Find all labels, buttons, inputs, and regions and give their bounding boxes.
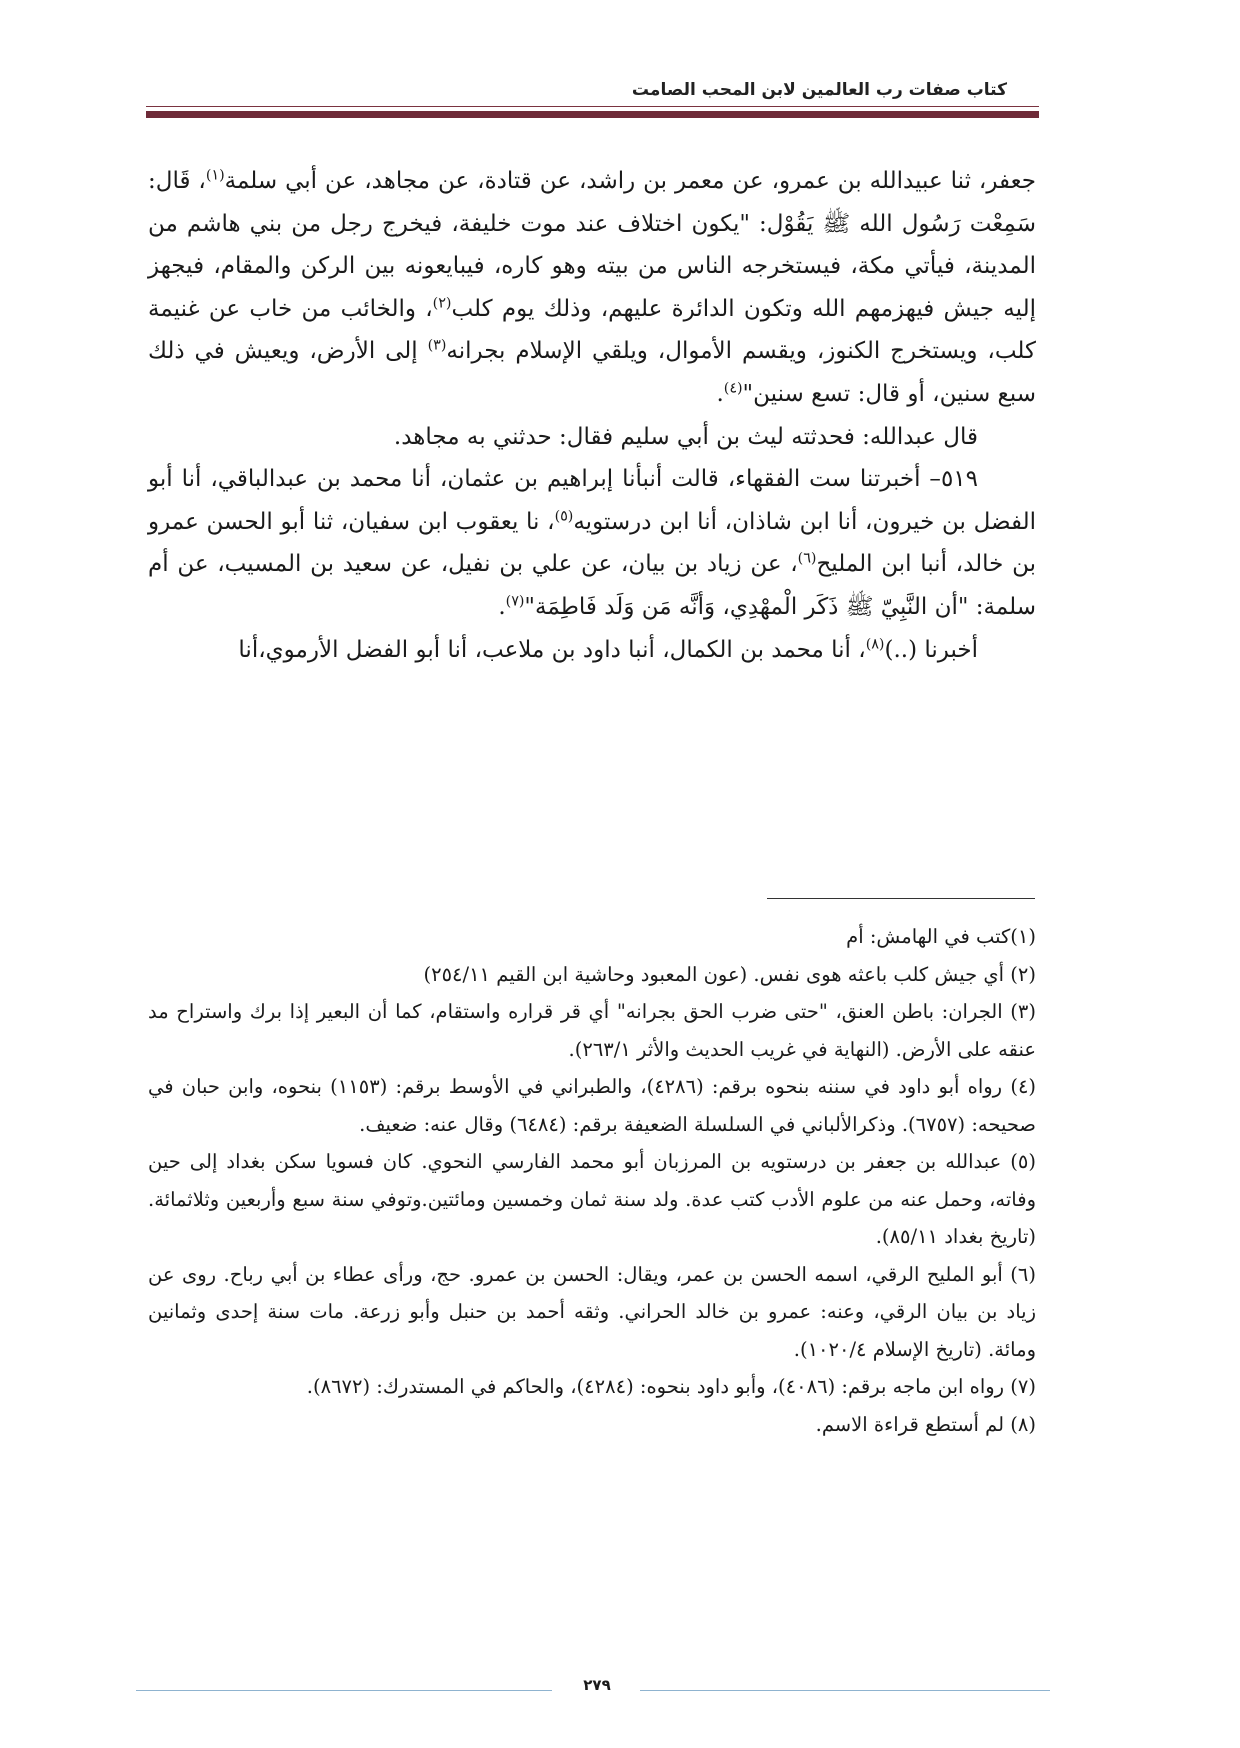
footnote-4	[148, 1068, 1036, 1143]
footnote-number: (٦)	[1010, 1262, 1036, 1286]
footnote-ref-8[interactable]: (٨)	[865, 635, 885, 652]
footnote-7	[148, 1368, 1036, 1406]
footnote-ref-5[interactable]: (٥)	[554, 508, 574, 525]
footnote-number: (٤)	[1010, 1075, 1037, 1098]
footer-rule-left	[136, 1690, 552, 1691]
footnote-text: لم أستطع قراءة الاسم.	[815, 1412, 1005, 1436]
text-run: إلى الأرض، ويعيش في ذلك سبع سنين، أو قال: تسع سنين"	[148, 338, 1036, 407]
text-run: ، قَال: سَمِعْت رَسُول الله ﷺ يَقُوْل: "يكون اختلاف عند موت خليفة، فيخرج رجل من بني هاشم من المدينة، فيأتي مكة، فيستخرجه الناس من بيته وهو كاره، فيبايعونه بين الركن والمقام، فيجهز إليه جيش فيهزمهم الله وتكون الدائرة عليهم، وذلك يوم كلب	[148, 168, 1036, 322]
text-run: ، عن زياد بن بيان، عن علي بن نفيل، عن سعيد بن المسيب، عن أم سلمة: "أن النَّبِيّ ﷺ ذَكَر الْمهْدِي، وَأنَّه مَن وَلَد فَاطِمَة"	[148, 551, 1036, 620]
main-text	[148, 160, 1036, 671]
footnote-number: (٣)	[1010, 1000, 1036, 1023]
footnote-6	[148, 1256, 1036, 1369]
footnote-1	[148, 918, 1036, 956]
text-run: ، نا يعقوب ابن سفيان، ثنا أبو الحسن عمرو بن خالد، أنبا ابن المليح	[148, 508, 1036, 578]
footnote-text: أبو المليح الرقي، اسمه الحسن بن عمر، ويقال: الحسن بن عمرو. حج، ورأى عطاء بن أبي رباح. روى عن زياد بن بيان الرقي، وعنه: عمرو بن خالد الحراني. وثقه أحمد بن حنبل وأبو زرعة. مات سنة إحدى وثمانين ومائة. (تاريخ الإسلام ١٠٢٠/٤).	[148, 1262, 1036, 1361]
footnote-ref-2[interactable]: (٢)	[432, 295, 452, 312]
footnote-number: (٧)	[1010, 1375, 1036, 1398]
footnote-text: رواه ابن ماجه برقم: (٤٠٨٦)، وأبو داود بنحوه: (٤٢٨٤)، والحاكم في المستدرك: (٨٦٧٢).	[306, 1375, 1005, 1398]
text-run: .	[498, 593, 506, 620]
footnote-text: رواه أبو داود في سننه بنحوه برقم: (٤٢٨٦)، والطبراني في الأوسط برقم: (١١٥٣) بنحوه، وابن حبان في صحيحه: (٦٧٥٧). وذكرالألباني في السلسلة الضعيفة برقم: (٦٤٨٤) وقال عنه: ضعيف.	[148, 1075, 1036, 1136]
footnote-text: أي جيش كلب باعثه هوى نفس. (عون المعبود وحاشية ابن القيم ٢٥٤/١١)	[423, 962, 1005, 986]
text-run: جعفر، ثنا عبيدالله بن عمرو، عن معمر بن راشد، عن قتادة، عن مجاهد، عن أبي سلمة	[224, 168, 1036, 194]
footnote-ref-4[interactable]: (٤)	[723, 380, 743, 397]
footnotes	[148, 918, 1036, 1443]
running-title: كتاب صفات رب العالمين لابن المحب الصامت	[631, 80, 1007, 100]
text-run: ، والخائب من خاب عن غنيمة كلب، ويستخرج الكنوز، ويقسم الأموال، ويلقي الإسلام بجرانه	[148, 295, 1036, 365]
footnote-ref-3[interactable]: (٣)	[427, 337, 447, 354]
footnote-ref-6[interactable]: (٦)	[797, 550, 817, 567]
header-rule-thin	[146, 106, 1039, 107]
footnote-3	[148, 993, 1036, 1068]
text-run: ٥١٩– أخبرتنا ست الفقهاء، قالت أنبأنا إبراهيم بن عثمان، أنا محمد بن عبدالباقي، أنا أبو الفضل بن خيرون، أنا ابن شاذان، أنا ابن درستويه	[148, 466, 1036, 535]
paragraph-hadith-1	[148, 160, 1036, 416]
text-run: أخبرنا (..)	[884, 636, 978, 663]
footnote-text: الجران: باطن العنق، "حتى ضرب الحق بجرانه" أي قر قراره واستقام، كما أن البعير إذا برك واستراح مد عنقه على الأرض. (النهاية في غريب الحديث والأثر ٢٦٣/١).	[148, 1000, 1036, 1061]
footer-rule-right	[640, 1690, 1050, 1691]
footnote-2	[148, 956, 1036, 994]
footnote-text: كتب في الهامش: أم	[846, 925, 1011, 948]
footnote-separator	[767, 898, 1035, 899]
footnote-ref-1[interactable]: (١)	[205, 167, 225, 184]
paragraph-akhbarana	[148, 629, 1036, 672]
footnote-text: عبدالله بن جعفر بن درستويه بن المرزبان أبو محمد الفارسي النحوي. كان فسويا سكن بغداد إلى حين وفاته، وحمل عنه من علوم الأدب كتب عدة. ولد سنة ثمان وخمسين ومائتين.وتوفي سنة سبع وأربعين وثلاثمائة. (تاريخ بغداد ٨٥/١١).	[148, 1150, 1036, 1248]
footnote-number: (٨)	[1010, 1412, 1036, 1436]
footnote-5	[148, 1143, 1036, 1256]
footnote-ref-7[interactable]: (٧)	[505, 593, 525, 610]
text-run: .	[716, 380, 724, 407]
paragraph-abdullah: قال عبدالله: فحدثته ليث بن أبي سليم فقال: حدثني به مجاهد.	[393, 423, 978, 450]
header-rule-thick	[146, 111, 1039, 118]
footnote-number: (٢)	[1010, 962, 1036, 986]
page-number: ٢٧٩	[583, 1676, 611, 1694]
footnote-number: (٥)	[1010, 1150, 1036, 1173]
footnote-number: (١)	[1010, 925, 1036, 948]
text-run: ، أنا محمد بن الكمال، أنبا داود بن ملاعب، أنا أبو الفضل الأرموي،أنا	[238, 636, 866, 663]
paragraph-hadith-519	[148, 458, 1036, 628]
footnote-8	[148, 1406, 1036, 1444]
